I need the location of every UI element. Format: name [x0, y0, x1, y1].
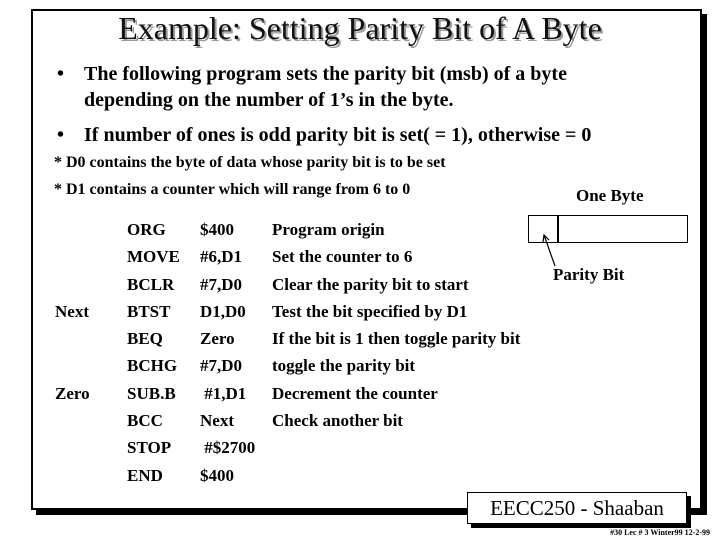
slide-title: Example: Setting Parity Bit of A Byte: [118, 10, 602, 46]
program-comments: [272, 216, 520, 489]
program-labels: [55, 216, 90, 489]
comment-cell: Check another bit: [272, 411, 403, 431]
operand-cell: Next: [200, 411, 234, 431]
label-cell: [55, 462, 90, 489]
operand-cell: $400: [200, 465, 234, 485]
bullet-marker: •: [57, 63, 65, 85]
course-badge-text: EECC250 - Shaaban: [490, 496, 664, 520]
note-d0: * D0 contains the byte of data whose parity bit is to be set: [54, 154, 446, 171]
byte-label: One Byte: [576, 186, 644, 205]
comment-cell: Test the bit specified by D1: [272, 301, 468, 321]
note-d1: * D1 contains a counter which will range from 6 to 0: [54, 181, 411, 198]
label-cell: [55, 325, 90, 352]
opcode-cell: BCHG: [127, 356, 178, 376]
operand-cell: $400: [200, 220, 234, 239]
operand-cell: #6,D1: [200, 247, 243, 267]
opcode-cell: BCC: [127, 411, 163, 431]
program-operands: [200, 216, 255, 489]
opcode-cell: BCLR: [127, 274, 175, 294]
comment-cell: If the bit is 1 then toggle parity bit: [272, 329, 521, 349]
label-cell: [55, 352, 90, 379]
label-cell: Zero: [55, 383, 90, 403]
course-badge: [467, 492, 687, 524]
opcode-cell: BTST: [127, 301, 171, 321]
operand-cell: #7,D0: [200, 274, 243, 294]
bullet-2-line-1: If number of ones is odd parity bit is set( = 1), otherwise = 0: [84, 124, 592, 146]
opcode-cell: BEQ: [127, 329, 163, 349]
opcode-cell: SUB.B: [127, 383, 176, 403]
operand-cell: #7,D0: [200, 356, 243, 376]
slide-footer: #30 Lec # 3 Winter99 12-2-99: [610, 528, 710, 537]
program-opcodes: [127, 216, 180, 489]
comment-cell: Clear the parity bit to start: [272, 274, 469, 294]
bullet-marker: •: [57, 124, 65, 146]
comment-cell: [272, 462, 520, 489]
comment-cell: Program origin: [272, 220, 385, 239]
opcode-cell: STOP: [127, 438, 172, 458]
comment-cell: [272, 434, 520, 461]
label-cell: [55, 271, 90, 298]
operand-cell: Zero: [200, 329, 235, 349]
bullet-1-line-2: depending on the number of 1’s in the byte.: [84, 89, 454, 111]
label-cell: [55, 216, 90, 243]
comment-cell: toggle the parity bit: [272, 356, 416, 376]
label-cell: Next: [55, 301, 89, 321]
operand-cell: #$2700: [200, 438, 256, 458]
parity-bit-pointer: [542, 232, 558, 268]
label-cell: [55, 407, 90, 434]
label-cell: [55, 434, 90, 461]
bullet-1-line-1: The following program sets the parity bit (msb) of a byte: [84, 63, 567, 85]
operand-cell: D1,D0: [200, 301, 246, 321]
label-cell: [55, 243, 90, 270]
opcode-cell: MOVE: [127, 247, 180, 267]
comment-cell: Set the counter to 6: [272, 247, 413, 267]
opcode-cell: END: [127, 465, 163, 485]
opcode-cell: ORG: [127, 220, 166, 239]
comment-cell: Decrement the counter: [272, 383, 438, 403]
operand-cell: #1,D1: [200, 383, 247, 403]
parity-bit-label: Parity Bit: [553, 265, 625, 284]
